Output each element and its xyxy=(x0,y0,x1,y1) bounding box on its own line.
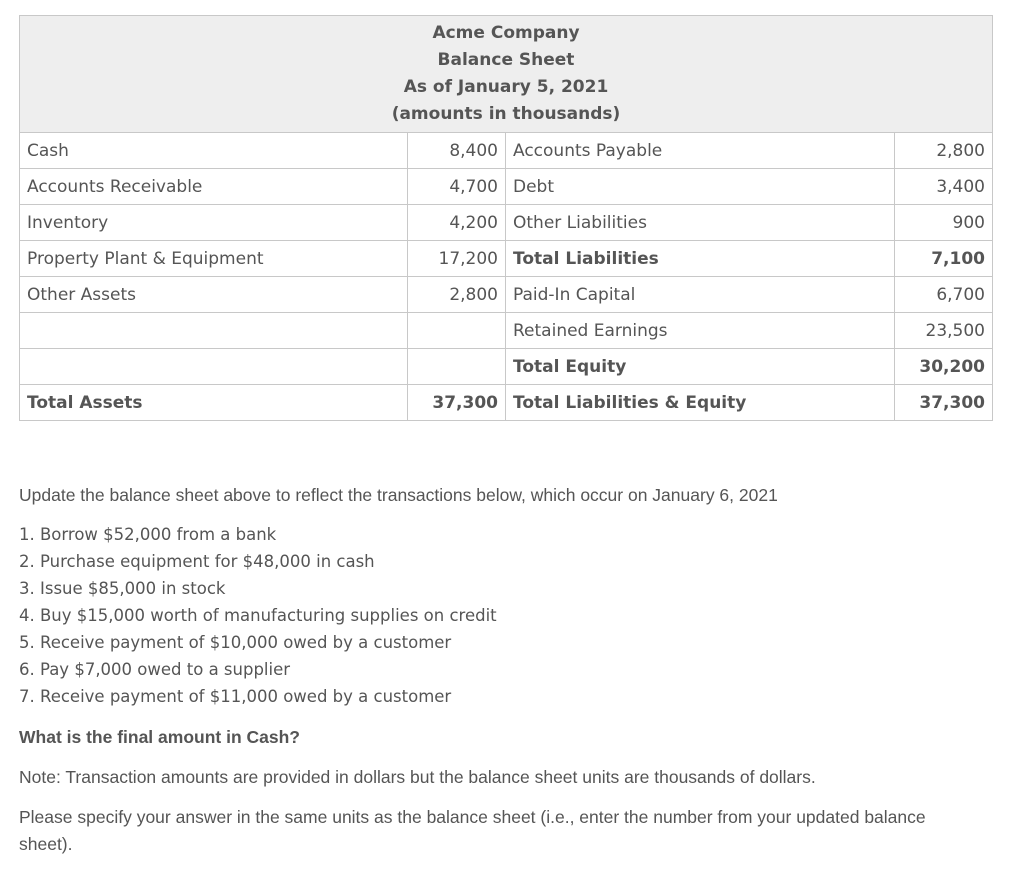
table-row xyxy=(20,205,993,241)
answer-prompt: Please specify your answer in the same units as the balance sheet (i.e., enter the number from your updated balance sheet). xyxy=(19,807,926,854)
balance-sheet-header xyxy=(20,16,993,133)
liability-value: 2,800 xyxy=(895,133,993,169)
asset-value: 2,800 xyxy=(408,277,506,313)
total-liabilities-value: 7,100 xyxy=(895,241,993,277)
asset-value: 8,400 xyxy=(408,133,506,169)
asset-label: Cash xyxy=(20,133,408,169)
list-item: 6. Pay $7,000 owed to a supplier xyxy=(19,660,291,679)
units-note: Note: Transaction amounts are provided in dollars but the balance sheet units are thousands of dollars. xyxy=(19,767,816,787)
table-row xyxy=(20,349,993,385)
list-item: 4. Buy $15,000 worth of manufacturing supplies on credit xyxy=(19,606,497,625)
asset-label: Inventory xyxy=(20,205,408,241)
asset-value: 4,700 xyxy=(408,169,506,205)
asset-label xyxy=(20,313,408,349)
company-name: Acme Company xyxy=(432,23,580,43)
balance-sheet-header-row xyxy=(20,16,993,133)
asset-value: 4,200 xyxy=(408,205,506,241)
equity-label: Paid-In Capital xyxy=(506,277,895,313)
table-row xyxy=(20,169,993,205)
table-row xyxy=(20,241,993,277)
total-liabilities-equity-value: 37,300 xyxy=(895,385,993,421)
total-equity-label: Total Equity xyxy=(506,349,895,385)
list-item: 3. Issue $85,000 in stock xyxy=(19,579,226,598)
total-equity-value: 30,200 xyxy=(895,349,993,385)
liability-label: Accounts Payable xyxy=(506,133,895,169)
statement-title: Balance Sheet xyxy=(437,50,575,70)
asset-label xyxy=(20,349,408,385)
table-row xyxy=(20,277,993,313)
instructions-intro: Update the balance sheet above to reflect the transactions below, which occur on January 6, 2021 xyxy=(19,485,778,505)
asset-value: 17,200 xyxy=(408,241,506,277)
equity-label: Retained Earnings xyxy=(506,313,895,349)
equity-value: 6,700 xyxy=(895,277,993,313)
list-item: 5. Receive payment of $10,000 owed by a customer xyxy=(19,633,452,652)
liability-label: Other Liabilities xyxy=(506,205,895,241)
question-text: What is the final amount in Cash? xyxy=(19,727,300,747)
total-assets-value: 37,300 xyxy=(408,385,506,421)
list-item: 7. Receive payment of $11,000 owed by a customer xyxy=(19,687,452,706)
asset-value xyxy=(408,349,506,385)
total-assets-label: Total Assets xyxy=(20,385,408,421)
equity-value: 23,500 xyxy=(895,313,993,349)
asset-value xyxy=(408,313,506,349)
total-liabilities-equity-label: Total Liabilities & Equity xyxy=(506,385,895,421)
liability-value: 900 xyxy=(895,205,993,241)
list-item: 1. Borrow $52,000 from a bank xyxy=(19,525,277,544)
table-row xyxy=(20,313,993,349)
list-item: 2. Purchase equipment for $48,000 in cash xyxy=(19,552,375,571)
liability-value: 3,400 xyxy=(895,169,993,205)
liability-label: Debt xyxy=(506,169,895,205)
transaction-list xyxy=(19,521,979,710)
table-row xyxy=(20,385,993,421)
total-liabilities-label: Total Liabilities xyxy=(506,241,895,277)
question-instructions xyxy=(19,482,979,858)
asset-label: Accounts Receivable xyxy=(20,169,408,205)
statement-date: As of January 5, 2021 xyxy=(403,77,609,97)
balance-sheet-table xyxy=(19,15,993,421)
table-row xyxy=(20,133,993,169)
asset-label: Other Assets xyxy=(20,277,408,313)
statement-units: (amounts in thousands) xyxy=(391,104,621,124)
asset-label: Property Plant & Equipment xyxy=(20,241,408,277)
